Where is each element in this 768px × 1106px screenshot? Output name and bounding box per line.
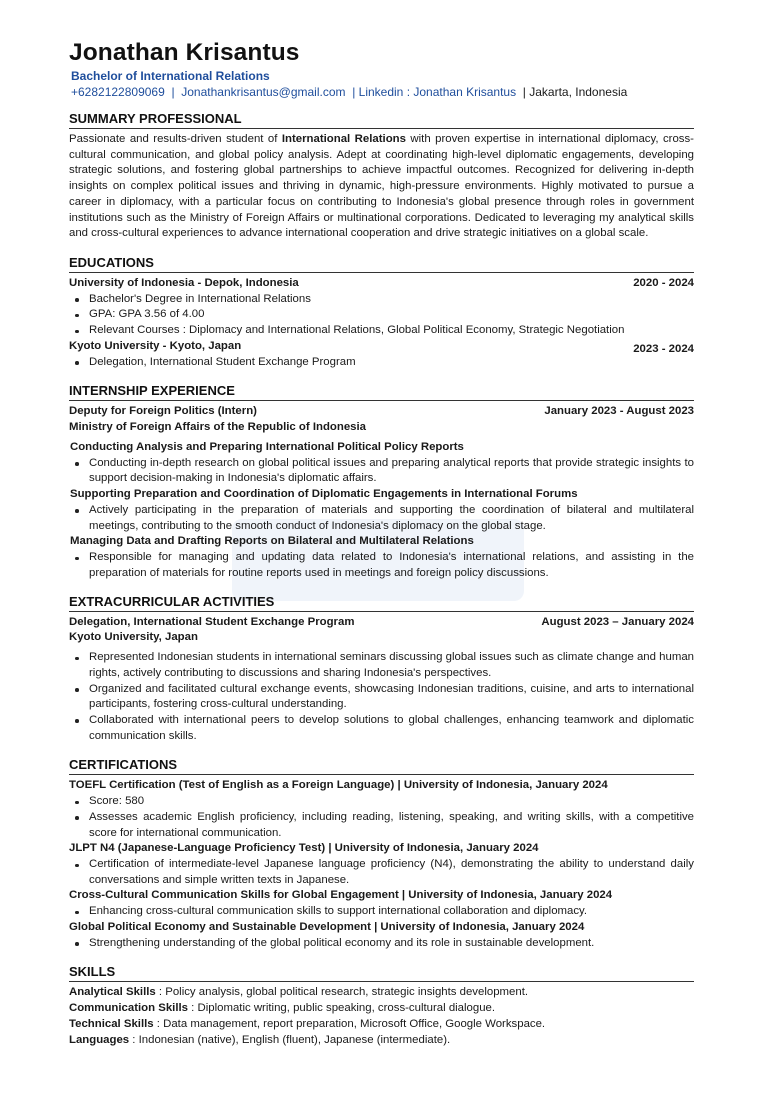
education-section: [69, 250, 694, 370]
list-item: Certification of intermediate-level Japanese language proficiency (N4), demonstrating the ability to understand daily conversations and simple written texts in Japanese.: [69, 857, 694, 888]
skill-value: : Indonesian (native), English (fluent), Japanese (intermediate).: [129, 1033, 451, 1046]
skill-item: [69, 1001, 694, 1017]
skills-section: [69, 959, 694, 1048]
bullet-list: [69, 650, 694, 744]
list-item: Assesses academic English proficiency, including reading, listening, speaking, and writing skills, with a competitive score for international communication.: [69, 810, 694, 841]
task-heading: Conducting Analysis and Preparing International Political Policy Reports: [70, 440, 464, 453]
bullet-list: [69, 456, 694, 487]
skill-item: [69, 985, 694, 1001]
location: Jakarta, Indonesia: [529, 85, 628, 99]
certification-heading: Cross-Cultural Communication Skills for Global Engagement | University of Indonesia, January 2024: [69, 889, 613, 902]
phone-link[interactable]: +6282122809069: [71, 85, 165, 99]
entry-dates: January 2023 - August 2023: [544, 405, 694, 418]
summary-text: Passionate and results-driven student of: [69, 133, 282, 145]
skill-label: Technical Skills: [69, 1018, 154, 1031]
list-item: Actively participating in the preparation of materials and supporting the coordination of bilateral and multilateral meetings, contributing to the smooth conduct of Indonesia's diplomacy on the global stage.: [69, 503, 694, 534]
role-title: Deputy for Foreign Politics (Intern): [69, 405, 257, 418]
candidate-name: Jonathan Krisantus: [69, 39, 300, 66]
certification-heading: JLPT N4 (Japanese-Language Proficiency Test) | University of Indonesia, January 2024: [69, 842, 539, 855]
summary-highlight: International Relations: [281, 133, 406, 145]
entry-header: [69, 339, 694, 355]
bullet-list: [69, 904, 694, 920]
linkedin-link[interactable]: Linkedin : Jonathan Krisantus: [358, 85, 517, 99]
list-item: Relevant Courses : Diplomacy and International Relations, Global Political Economy, Strategic Negotiation: [69, 323, 694, 339]
section-title: INTERNSHIP EXPERIENCE: [69, 378, 694, 401]
role-title: Delegation, International Student Exchange Program: [69, 615, 355, 628]
contact-line: [71, 84, 694, 100]
skill-value: : Diplomatic writing, public speaking, cross-cultural dialogue.: [188, 1002, 496, 1015]
bullet-list: [69, 503, 694, 534]
list-item: Responsible for managing and updating data related to Indonesia's international relations, and assisting in the preparation of materials for routine reports used in meetings and foreign policy discussions.: [69, 550, 694, 581]
entry-header: [69, 615, 694, 631]
resume-page: [69, 38, 694, 1049]
school-name: University of Indonesia - Depok, Indonesia: [69, 276, 299, 289]
skill-item: [69, 1033, 694, 1049]
entry-header: [69, 404, 694, 420]
summary-text: with proven expertise in international diplomacy, cross-cultural communication, and global policy analysis. Adept at coordinating high-level diplomatic engagements, developing strategic solutions, and fostering global partnerships to achieve impactful outcomes. Recognized for delivering in-depth insights on complex political issues and thriving in dynamic, high-pressure environments. Highly motivated to pursue a career in diplomacy, with a particular focus on contributing to Indonesia's global presence through roles in government institutions such as the Ministry of Foreign Affairs or multinational corporations. Dedicated to leveraging my analytical skills and cross-cultural experiences to advance international cooperation and drive strategic initiatives on a global scale.: [69, 133, 694, 240]
entry-dates: August 2023 – January 2024: [541, 615, 694, 628]
extracurricular-section: [69, 589, 694, 745]
resume-header: [69, 38, 694, 100]
section-title: SUMMARY PROFESSIONAL: [69, 106, 694, 129]
internship-section: [69, 378, 694, 581]
bullet-list: [69, 936, 694, 952]
list-item: GPA: GPA 3.56 of 4.00: [69, 307, 694, 323]
summary-paragraph: [69, 132, 694, 242]
bullet-list: [69, 794, 694, 841]
skill-value: : Data management, report preparation, Microsoft Office, Google Workspace.: [153, 1018, 546, 1031]
certification-heading: TOEFL Certification (Test of English as a Foreign Language) | University of Indonesia, January 2024: [69, 779, 608, 792]
list-item: Delegation, International Student Exchange Program: [69, 355, 694, 371]
list-item: Strengthening understanding of the global political economy and its role in sustainable development.: [69, 936, 694, 952]
skill-label: Languages: [69, 1033, 130, 1046]
skill-item: [69, 1017, 694, 1033]
skill-label: Analytical Skills: [69, 986, 156, 999]
list-item: Represented Indonesian students in international seminars discussing global issues such as climate change and human rights, actively contributing to discussions and sharing Indonesia's perspectives.: [69, 650, 694, 681]
email-link[interactable]: Jonathankrisantus@gmail.com: [181, 85, 346, 99]
list-item: Enhancing cross-cultural communication skills to support international collaboration and diplomacy.: [69, 904, 694, 920]
separator: |: [352, 85, 356, 99]
skill-value: : Policy analysis, global political research, strategic insights development.: [155, 986, 529, 999]
section-title: EXTRACURRICULAR ACTIVITIES: [69, 589, 694, 612]
entry-dates: 2023 - 2024: [633, 342, 694, 355]
entry-dates: 2020 - 2024: [633, 276, 694, 289]
list-item: Organized and facilitated cultural exchange events, showcasing Indonesian traditions, cuisine, and arts to international participants, fostering cross-cultural understanding.: [69, 682, 694, 713]
certifications-section: [69, 752, 694, 951]
bullet-list: [69, 355, 694, 371]
school-name: Kyoto University - Kyoto, Japan: [69, 339, 242, 352]
task-heading: Managing Data and Drafting Reports on Bilateral and Multilateral Relations: [70, 535, 474, 548]
bullet-list: [69, 857, 694, 888]
organization-name: Kyoto University, Japan: [69, 631, 198, 644]
education-entry: [69, 276, 694, 339]
certification-heading: Global Political Economy and Sustainable Development | University of Indonesia, January 2024: [69, 920, 585, 933]
list-item: Collaborated with international peers to develop solutions to global challenges, enhancing teamwork and diplomatic communication skills.: [69, 713, 694, 744]
skill-label: Communication Skills: [69, 1002, 188, 1015]
separator: |: [171, 85, 175, 99]
section-title: EDUCATIONS: [69, 250, 694, 273]
task-heading: Supporting Preparation and Coordination of Diplomatic Engagements in International Forums: [70, 488, 578, 501]
list-item: Conducting in-depth research on global political issues and preparing analytical reports that provide strategic insights to support decision-making in Indonesia's diplomatic affairs.: [69, 456, 694, 487]
bullet-list: [69, 292, 694, 339]
entry-header: [69, 276, 694, 292]
section-title: CERTIFICATIONS: [69, 752, 694, 775]
list-item: Score: 580: [69, 794, 694, 810]
bullet-list: [69, 550, 694, 581]
summary-section: [69, 106, 694, 242]
organization-name: Ministry of Foreign Affairs of the Republic of Indonesia: [69, 421, 367, 434]
education-entry: [69, 339, 694, 371]
separator: |: [522, 85, 526, 99]
degree-subtitle: Bachelor of International Relations: [71, 69, 270, 83]
section-title: SKILLS: [69, 959, 694, 982]
list-item: Bachelor's Degree in International Relations: [69, 292, 694, 308]
